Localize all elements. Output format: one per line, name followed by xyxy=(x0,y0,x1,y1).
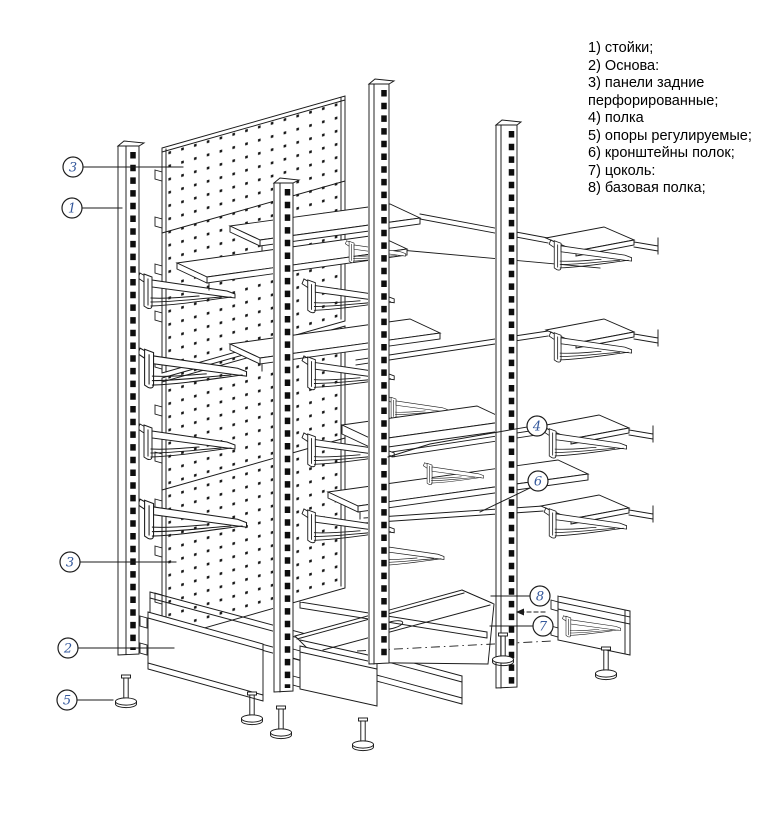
legend-line-3b: перфорированные; xyxy=(588,92,719,109)
callout-number: 8 xyxy=(535,589,545,605)
legend-line-7: 7) цоколь: xyxy=(588,162,656,179)
callout-number: 6 xyxy=(533,474,543,490)
callout-number: 1 xyxy=(67,201,77,217)
right-plinth-assembly xyxy=(551,596,630,655)
legend-line-1: 1) стойки; xyxy=(588,40,654,56)
back-panel-lower xyxy=(155,326,345,640)
shelf-end-bracket xyxy=(546,319,658,362)
parts-legend xyxy=(588,40,752,198)
callout-number: 5 xyxy=(62,693,72,709)
right-shelf-ends xyxy=(541,227,658,538)
adjustable-foot xyxy=(271,706,292,739)
callout-number: 3 xyxy=(68,160,78,176)
shelf-end-bracket xyxy=(541,415,653,458)
legend-line-8: 8) базовая полка; xyxy=(588,180,706,196)
adjustable-foot xyxy=(353,718,374,751)
upright-post-4 xyxy=(495,120,521,688)
upright-post-1 xyxy=(118,141,144,655)
callout-feet xyxy=(57,690,113,710)
callout-number: 4 xyxy=(532,419,542,435)
callout-number: 3 xyxy=(65,555,75,571)
reference-arrow xyxy=(516,609,545,616)
callout-number: 7 xyxy=(538,619,548,635)
callout-posts xyxy=(62,198,122,218)
legend-line-2: 2) Основа: xyxy=(588,57,660,74)
adjustable-foot xyxy=(116,675,137,708)
shelf-end-bracket xyxy=(546,227,658,270)
callout-number: 2 xyxy=(63,641,73,657)
legend-line-4: 4) полка xyxy=(588,110,644,126)
shelf-end-bracket xyxy=(541,495,653,538)
legend-line-6: 6) кронштейны полок; xyxy=(588,145,735,161)
upright-post-3 xyxy=(368,79,394,664)
legend-line-3: 3) панели задние xyxy=(588,75,705,91)
legend-line-5: 5) опоры регулируемые; xyxy=(588,127,752,144)
